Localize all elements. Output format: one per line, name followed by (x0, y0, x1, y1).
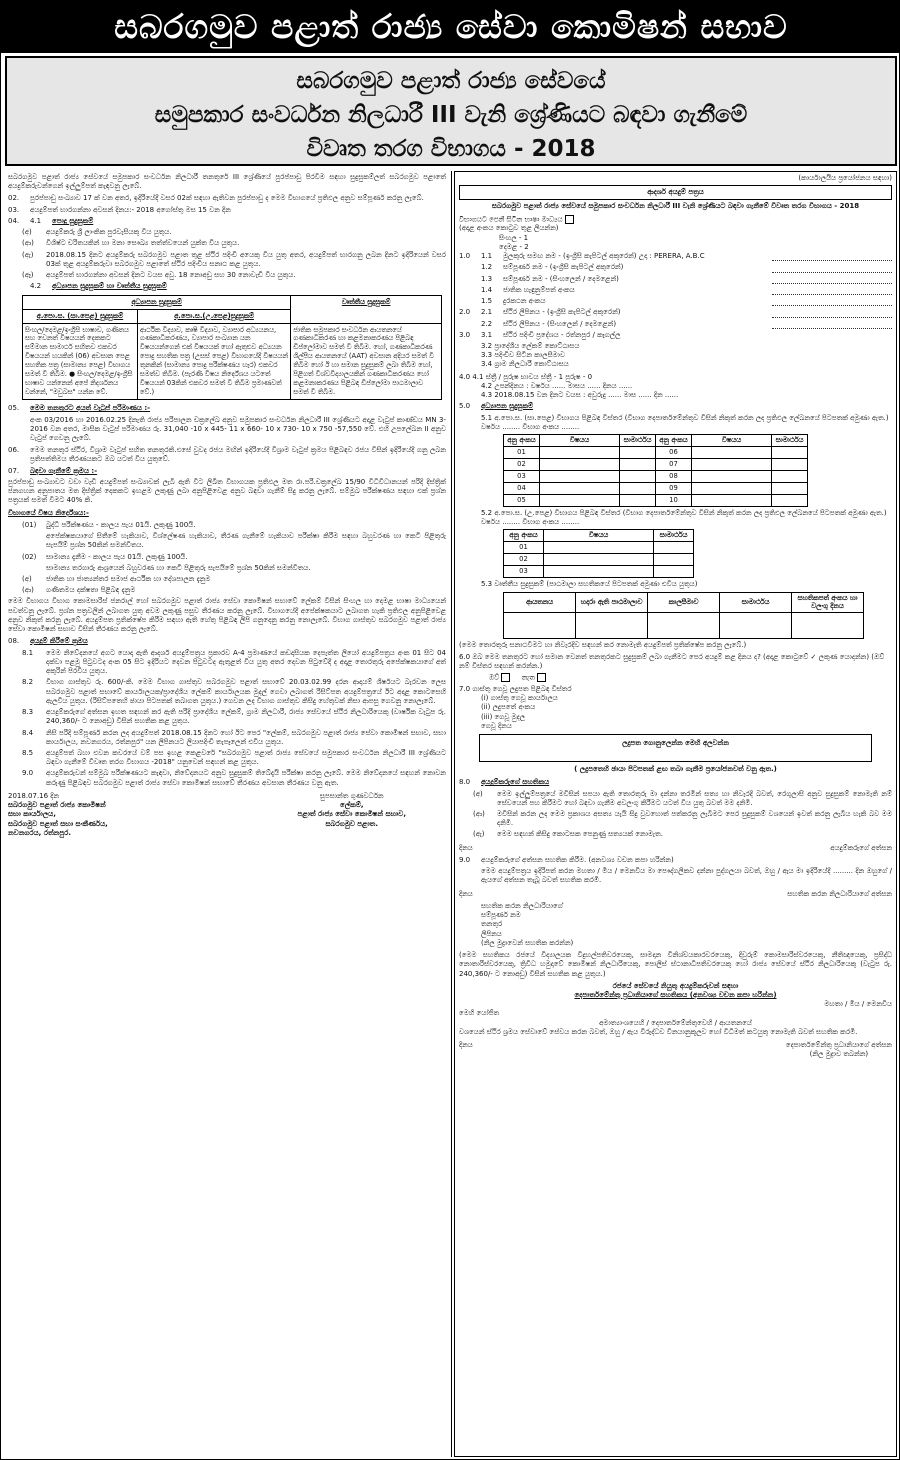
ol-row-number: 06 (656, 447, 692, 459)
section-02: 02. පුරප්පාඩු සංඛ්‍යාව 17 ක් වන අතර, ඉදිරියේදී වසර 02ක් සඳහා ඇතිවන පුරප්පාඩු ද මෙම විභාගයේ ප්‍රතිඵල අනුව සම්පූර්ණ කරනු ලැබේ. (8, 194, 424, 203)
ol-grade-cell[interactable] (772, 494, 808, 506)
form-field-label: ස්ථිර ලිපිනය - (සිංහලෙන් / දෙමළෙන්) (503, 319, 617, 328)
section-3-1: 3.0 3.1 ස්ථිර පදිංචි ප්‍රදේශය - රත්නපුර / කෑගල්ල (459, 330, 621, 339)
ol-header-cell: සාමාර්ථය (772, 435, 808, 447)
ol-row-number: 08 (656, 471, 692, 483)
application-method-item-label: 8.4 (22, 728, 34, 737)
ol-row (504, 483, 808, 495)
form-title: ආදර්ශ අයදුම් පත්‍රය (459, 185, 892, 200)
vocational-table (503, 592, 864, 640)
vocational-cell[interactable] (792, 613, 864, 639)
ol-subject-cell[interactable] (692, 483, 772, 495)
form-field (459, 286, 892, 295)
salary-paragraph: අංක 03/2016 හා 2016.02.25 දිනැති රාජ්‍ය පරිපාලන චක්‍රලේඛ අනුව සමුපකාර සංවර්ධන නිලධාරී III ශ්‍රේණියට අදාළ වැටුප් කාණ්ඩය MN 3-2016 වන අතර, මාසික වැටුප් පරිමාණය රු. 31,040 -10 x 445- 11 x 660- 10 x 730- 10 x 750 -57,550 වේ. එහි උපලේඛන II අනුව වැටුප් ගෙවනු ලැබේ. (30, 415, 446, 442)
qual-cell-al: ආර්ථික විද්‍යාව, කෘෂි විද්‍යාව, ව්‍යාපාර අධ්‍යයනය, ගණකාධිකරණය, ව්‍යාපාර සංඛ්‍යාන යන විෂයයන්ගෙන් එක් විෂයයක් හෝ ඇතුළුව අධ්‍යයන පොදු සහතික පත්‍ර (උසස් පෙළ) විභාගයේදී විෂයයන් තුනකින් (සාමාන්‍ය පොදු පරීක්ෂණය හැර) එකවර සමත්ව තිබීම. (පැරණි විෂය නිර්දේශය යටතේ විෂයයන් 03කින් එකවර සමත් වී තිබීම ප්‍රමාණවත් වේ.) (137, 323, 290, 400)
ol-subject-cell[interactable] (692, 447, 772, 459)
applicant-signature-row: දිනය අයදුම්කරුගේ අත්සන (459, 843, 892, 852)
general-qualification-item-text: විශිෂ්ට චරිතයකින් හා මනා සෞඛ්‍ය තත්ත්වයෙන් යුක්ත විය යුතුය. (46, 239, 240, 248)
declaration-item-label: (අ) (473, 789, 483, 798)
form-field-section (459, 320, 481, 329)
declaration-item-text: මෙම සඳහන් කිසිදු කොටසක පෙනුණු සත්‍යයක් නොමැත. (497, 830, 663, 839)
section-3-details: 3.2 ප්‍රාදේශීය ලේකම් කොට්ඨාසය 3.3 පදිංචිව සිටින කාලසීමාව 3.4 ග්‍රාම නිලධාරී කොට්ඨාසය (481, 342, 580, 369)
application-method-item-text: අයදුම්පත් බහා එවන කවරයේ වම් පස ඉහළ කෙළවරේ "සබරගමුව පළාත් රාජ්‍ය සේවයේ සමුපකාර සංවර්ධන නිලධාරී III ශ්‍රේණියට බඳවා ගැනීමේ විවෘත තරග විභාගය -2018" යනුවෙන් සඳහන් කළ යුතුය. (46, 749, 446, 767)
general-qualification-item-text: 2018.08.15 දිනට අයදුම්කරු සබරගමුව පළාත තුළ ස්ථිර පදිංචි අයෙකු විය යුතු අතර, අයදුම්පත් භාරගනු ලබන දිනට ඉදිරියෙන් වසර 03ක් තුළ අයදුම්කරුවා සබරගමුව පළාතේ ස්ථිර පදිංචිය සනාථ කළ යුතුය. (46, 250, 446, 268)
ol-subject-cell[interactable] (692, 494, 772, 506)
vocational-row (504, 613, 864, 639)
al-header-row (504, 530, 694, 542)
ol-grade-cell[interactable] (620, 483, 656, 495)
application-method-list (8, 649, 446, 788)
al-header-cell: විෂයය (544, 530, 654, 542)
general-qualification-item-label: (ආ) (22, 239, 34, 248)
al-grade-cell[interactable] (654, 566, 694, 578)
form-field-number: 1.4 (481, 285, 493, 294)
al-results-table (503, 529, 694, 578)
ol-details: 5.1 අ.පො.ස. (සා.පෙළ) විභාගය පිළිබඳ විස්තර (විභාග දෙපාර්තමේන්තුව විසින් නිකුත් කරන ලද ප්‍රතිඵල ලේඛනයේ පිටපතක් අමුණා ඇත.) වර්ෂය ........ විභාග අංකය ........ (481, 413, 889, 431)
ol-subject-cell[interactable] (540, 459, 620, 471)
personal-details-list (459, 252, 892, 329)
declaration-item-label: (ඇ) (473, 830, 485, 839)
declaration-list (459, 790, 892, 840)
application-method-item-text: නිසි පරිදි සම්පූර්ණ කරන ලද අයදුම්පත් 2018.08.15 දිනට හෝ ඊට පෙර "ලේකම්, සබරගමුව පළාත් රාජ්‍ය සේවා කොමිෂන් සභාව, සභා කාර්යාලය, නවනගරය, රත්නපුර" යන ලිපිනයට ලියාපදිංචි තැපෑලෙන් එවිය යුතුය. (46, 728, 446, 746)
application-method-item-label: 9.0 (22, 769, 34, 778)
form-field-section (459, 275, 481, 284)
general-qualification-item (22, 271, 446, 280)
exam-syllabus-item-text: ගණිතමය දක්ෂතා පිළිබඳ දැනුම (46, 586, 136, 595)
receipt-paste-box: ලදුපත ගොනුලෙන්න මෙහි අලවන්න (479, 734, 872, 762)
application-method-item (22, 708, 446, 726)
application-method-item-label: 8.1 (22, 648, 34, 657)
al-header-cell: සාමාර්ථය (654, 530, 694, 542)
exam-syllabus-item (22, 575, 446, 584)
intro-paragraph: සබරගමුව පළාත් රාජ්‍ය සේවයේ සමුපකාර සංවර්ධන නිලධාරී තනතුරේ III ශ්‍රේණියේ පුරප්පාඩු පිරවීම සඳහා සුදුසුකම්ලත් සබරගමුව පළාතේ අයදුම්කරුවන්ගෙන් ඉල්ලුම්පත් කැඳවනු ලැබේ. (8, 173, 446, 191)
exam-syllabus-item-label: (අ) (22, 575, 32, 584)
ol-subject-cell[interactable] (540, 483, 620, 495)
exam-syllabus-item-text: අපේක්ෂකයාගේ සිතීමේ හැකියාව, විශ්ලේෂණ හැකියාව, තීරණ ගැනීමේ හැකියාව පරීක්ෂා කිරීම සඳහා බහුවරණ හා කෙටි පිළිතුරු සැපයීම් ප්‍රශ්න 50කින් සමන්විතය. (46, 532, 446, 550)
form-field-number: 2.2 (481, 319, 493, 328)
employed-subheading: දෙපාර්තමේන්තු ප්‍රධානියාගේ සහතිකය (අනවශ්‍ය වචන කපා හරින්න) (574, 990, 777, 999)
section-9: 9.0 අයදුම්කරුගේ අත්සන සහතික කිරීම. (අනවශ්‍ය වචන කපා හරින්න) (459, 855, 674, 864)
form-field-label: මුලකුරු සමඟ නම - (ඉංග්‍රීසි කැපිටල් අකුරෙන්) උදා : PERERA, A.B.C (503, 252, 705, 261)
declaration-item (473, 830, 892, 839)
medium-box[interactable] (565, 215, 574, 224)
ol-grade-cell[interactable] (772, 447, 808, 459)
application-method-item-text: මෙම නිවේදනයේ අගට යොදා ඇති ආදර්ශ අයදුම්පත්‍රය ප්‍රකාරව A-4 ප්‍රමාණයේ කඩදාසියක දෙපැත්ත ලියෝ අයදුම්පත්‍රය අංක 01 සිට 04 දක්වා පළමු පිටුවටද අංක 05 සිට ඉදිරියට දෙවන පිටුවටද ඇතුළත් විය යුතු අතර දෙවන පිටුවේදී ද අදාළ තොරතුරු අපේක්ෂකයාගේ අත් අකුරින් පිරවිය යුතුය. (46, 648, 446, 676)
application-method-item (22, 678, 446, 706)
exam-syllabus-item-label: (02) (22, 552, 37, 561)
exam-syllabus-item (22, 564, 446, 573)
exam-title-line-2: සමුපකාර සංවර්ධන නිලධාරී III වැනි ශ්‍රේණියට බඳවා ගැනීමේ (154, 102, 748, 128)
general-qualification-item-label: (ඇ) (22, 250, 34, 259)
section-7: 7.0 ගාස්තු ගෙවූ ලදුපත පිළිබඳ විස්තර (i) ගාස්තු ගෙවූ කාර්යාලය (ii) ලදුපතේ අංකය (iii) ගෙවූ මුදල ගෙවූ දිනය (459, 684, 572, 730)
qual-header-al: අ.පො.ස.(උ.පෙළ)සුදුසුකම් (137, 309, 290, 323)
form-field-number: 1.5 (481, 297, 493, 306)
ol-results-table (503, 434, 808, 507)
general-qualification-item-text: අයදුම්පත් භාරගන්නා අවසන් දිනට වයස අවු. 18 නොඅඩු සහ 30 නොවැඩි විය යුතුය. (46, 271, 296, 280)
al-subject-cell[interactable] (544, 542, 654, 554)
section-05: 05. මෙම තනතුරට අයත් වැටුප් පරිමාණය :- (8, 404, 151, 413)
application-method-item (22, 769, 446, 787)
al-row (504, 566, 694, 578)
exam-syllabus-item-label (22, 532, 46, 550)
notice-signature-right: සුපසාන්ත ගුණවර්ධන ලේකම්, පළාත් රාජ්‍ය සේවා කොමිෂන් සභාව, සබරගමුව පළාත. (297, 791, 406, 828)
no-checkbox[interactable] (537, 673, 546, 682)
application-method-item-text: අයදුම්කරුගේ අත්සන ඉහත සඳහන් කර ඇති පරිදි ප්‍රාදේශීය ලේකම්, ග්‍රාම නිලධාරී, රාජ්‍ය සේවයේ ස්ථිර නිලධාරියෙකු (වාර්ෂික වැටුප රු. 240,360/- ට නොඅඩු) විසින් සහතික කළ යුතුය. (46, 708, 446, 726)
exam-syllabus-item-text: සාමාන්‍ය තරගාරු ආශ්‍රයෙන් බහුවරණ හා කෙටි පිළිතුරු සැපයීමේ ප්‍රශ්න 50කින් සමන්විතය. (46, 563, 311, 572)
certifier-note: (මෙම සහතිකය රජයේ විද්‍යාලයක විදුහල්පතිවරයෙකු, සාමදාන විනිශ්චයකාරවරයෙකු, දිවුරුම් කොමසාරිස්වරයෙකු, නීතිඥයෙකු, ප්‍රසිද්ධ නොතාරිස්වරයෙකු, ත්‍රිවිධ හමුදාවේ කොමිෂන් නිලධාරියෙකු, පොලිස් ස්ථානාධිපතිවරයෙකු හෝ රාජ්‍ය සේවයේ ස්ථිර නිලධාරියෙකු (වැටුප රු. 240,360/- ට නොඅඩු) විසින් සහතික කළ යුතුය.) (459, 951, 892, 978)
form-field-label: සම්පූර්ණ නම - (සිංහලෙන් / දෙමළෙන්) (503, 274, 619, 283)
form-field (459, 275, 892, 284)
section-6: 6.0 ඔබ මෙම තනතුරට හෝ සමාන වෙනත් තනතුරකට සුදුසුකම් ලබා ගැනීමට පෙර අයදුම් කළ දිනය ද? (අදාළ කොටුවේ ✓ ලකුණ යොදන්න) (ඔව් නම් විස්තර සඳහන් කරන්න.) (459, 652, 885, 670)
form-field (459, 297, 892, 306)
form-field-label: දුරකථන අංකය (503, 297, 546, 306)
form-field-number: 1.2 (481, 263, 493, 272)
qual-cell-ol: සිංහල/දෙමළ/ඉංග්‍රීසි භාෂාව, ගණිතය සහ වෙනත් විෂයයන් දෙකකට සම්මාන සාමාර්ථ සහිතව එකවර විෂයයන් හයකින් (06) අවසාන පෙළ සහතික පත්‍ර (සාමාන්‍ය පෙළ) විභාගය සමත් වී තිබීම. ● සිංහල/දෙමළ/ඉංග්‍රීසි භාෂාව යන්නෙන් අපේ නිදර්ශනය වන්නේ, "මවුබස" යන්න වේ. (23, 323, 138, 400)
application-method-item (22, 749, 446, 767)
ol-row-number: 07 (656, 459, 692, 471)
exam-syllabus-item-text: බුද්ධි පරීක්ෂණය - කාලය පැය 01යි. ලකුණු 100යි. (46, 520, 196, 529)
general-qualification-item (22, 239, 446, 248)
ol-row-number: 03 (504, 471, 540, 483)
certifier-fields: සහතික කරන නිලධාරියාගේ සම්පූර්ණ නම තනතුර ලිපිනය (නිල මුද්‍රාවෙන් සහතික කරන්න) (481, 901, 574, 947)
ol-header-cell: විෂයය (540, 435, 620, 447)
section-5: 5.0 අධ්‍යාපන සුදුසුකම් (459, 402, 534, 411)
vocational-cell[interactable] (504, 613, 576, 639)
form-field-label: සම්පූර්ණ නම - (ඉංග්‍රීසි කැපිටල් අකුරෙන්) (503, 263, 624, 272)
exam-title-line-1: සබරගමුව පළාත් රාජ්‍ය සේවයේ (296, 68, 606, 94)
receipt-note: ( ලදුපතෙහි ඡායා පිටපතක් ළඟ තබා ගැනීම ප්‍රයෝජනවත් වනු ඇත.) (574, 765, 777, 774)
exam-syllabus-item-text: ජාතික හා ජාත්‍යන්තර සමාජ ආර්ථික හා දේශපාලන දැනුම (46, 575, 211, 584)
ol-row-number: 10 (656, 494, 692, 506)
section-08: 08. අයදුම් කිරීමේ ක්‍රමය (8, 637, 88, 646)
ol-row-number: 04 (504, 483, 540, 495)
vocational-header-cell: සහතිකපත් අංකය හා වලංගු දිනය (792, 592, 864, 613)
application-method-item (22, 729, 446, 747)
al-row-number: 03 (504, 566, 544, 578)
application-form-column (454, 171, 897, 1457)
exam-syllabus-item (22, 586, 446, 595)
al-grade-cell[interactable] (654, 542, 694, 554)
exam-syllabus-item-label: (01) (22, 520, 37, 529)
exam-note: මෙම විභාගය විභාග කොමසාරිස් ජනරාල් හෝ සබරගමුව පළාත් රාජ්‍ය සේවා කොමිෂන් සභාවේ ලේකම් විසින් සිංහල හා දෙමළ භාෂා මාධ්‍යයෙන් පවත්වනු ලැබේ. ප්‍රශ්න පත්‍රවලින් ලබාගත යුතු අවම ලකුණු පසුව තීරණය කරනු ලැබේ. විභාගයේදී අපේක්ෂකයාට ලබාගත හැකි ප්‍රතිඵල අනුපිළිවෙළ අනුව නිකුත් කරනු ලැබේ. අයදුම්පත ප්‍රතික්ෂේප කිරීම සඳහා ඇති හේතු පිළිබඳ ලිපි ගනුදෙනු කරනු නොලැබේ. විභාග ගාස්තුව සබරගමුව පළාත් රාජ්‍ය සේවා කොමිෂන් සභාව විසින් තීරණය කරනු ලැබේ. (8, 597, 446, 634)
form-field-label: ජාතික හැඳුනුම්පත් අංකය (503, 285, 575, 294)
ol-row (504, 494, 808, 506)
general-qualification-item (22, 228, 446, 237)
ol-subject-cell[interactable] (540, 471, 620, 483)
al-grade-cell[interactable] (654, 554, 694, 566)
exam-title-banner (5, 56, 897, 166)
application-method-item-label: 8.3 (22, 708, 34, 717)
ol-row-number: 05 (504, 494, 540, 506)
al-row (504, 554, 694, 566)
form-field-input[interactable] (772, 308, 892, 317)
yes-checkbox[interactable] (501, 673, 510, 682)
exam-syllabus-item (22, 553, 446, 562)
employed-heading: රජයේ සේවයේ නියුතු අයදුම්කරුවන් සඳහා (612, 981, 739, 990)
general-qualification-item-label: (ඈ) (22, 271, 34, 280)
form-field-section (459, 286, 481, 295)
al-row (504, 542, 694, 554)
section-06: 06. මෙම තනතුර ස්ථිර, විශ්‍රාම වැටුප් සහිත තනතුරකි.එසේ වුවද රජය මඟින් ඉදිරියේදී විශ්‍රාම වැටුප් ක්‍රමය පිළිබඳව රජය විසින් ඉදිරියේදී ගනු ලබන ප්‍රතිපත්තිමය තීරණයකට ඔබ යටත් විය යුතුවේ. (8, 446, 446, 464)
form-field-section (459, 297, 481, 306)
declaration-item-label: (ආ) (473, 810, 485, 818)
vocational-header-row (504, 592, 864, 613)
section-07: 07. බඳවා ගැනීමේ ක්‍රමය :- (8, 466, 98, 475)
form-subtitle: සබරගමුව පළාත් රාජ්‍ය සේවයේ සමුපකාර සංවර්ධන නිලධාරී III වැනි ශ්‍රේණියට බඳවා ගැනීමේ විවෘත තරග විභාගය - 2018 (491, 202, 860, 211)
application-method-item-text: අයදුම්කරුවන් සම්මුඛ පරීක්ෂණයට කැඳවා, නිවේදනයට අනුව සුදුසුකම් තිබේදැයි පරීක්ෂා කරනු ලැබේ. මෙම නිවේදනයේ සඳහන් නොවන කරුණු පිළිබඳව සබරගමුව පළාත් රාජ්‍ය සේවා කොමිෂන් සභාවේ තීරණය අවසාන තීරණය වනු ඇත. (46, 769, 446, 787)
form-field-section: 2.0 (459, 308, 471, 317)
declaration-item-text: මෙම ඉල්ලුම්පත්‍රයේ මවිසින් සපයා ඇති තොරතුරු මා දන්නා තරමින් සත්‍ය හා නිවැරදි බවත්, රෙගුලාසි අනුව සුදුසුකම් නොමැති නම් සේවයෙන් පහ කිරීමට හෝ බඳවා ගැනීම අවලංගු කිරීමට යටත් විය යුතු බවත් මම දනිමි. (497, 789, 892, 807)
form-field-number: 2.1 (481, 308, 493, 317)
vocational-cell[interactable] (648, 613, 720, 639)
office-use-label: (කාර්යාලයීය ප්‍රයෝජනය සඳහා) (798, 174, 892, 182)
general-qualifications-list (8, 228, 446, 280)
general-qualification-item-text: අයදුම්කරු ශ්‍රී ලාංකික පුරවැසියකු විය යුතුය. (46, 228, 172, 237)
exam-syllabus-item (22, 521, 446, 530)
ol-grade-cell[interactable] (772, 483, 808, 495)
notice-column (5, 171, 449, 1457)
commission-banner: සබරගමුව පළාත් රාජ්‍ය සේවා කොමිෂන් සභාව (1, 1, 900, 53)
al-subject-cell[interactable] (544, 566, 654, 578)
ol-row (504, 447, 808, 459)
exam-syllabus-list (8, 521, 446, 596)
certifier-signature-row: දිනය සහතික කරන නිලධාරියාගේ අත්සන (459, 889, 892, 898)
exam-title-line-3: විවෘත තරග විභාගය - 2018 (306, 136, 596, 162)
vocational-header-cell: හදාරා ඇති පාඨමාලාව (576, 592, 648, 613)
form-field-number: 1.1 (481, 252, 493, 261)
form-field (459, 320, 892, 329)
section-03: 03. අයදුම්පත් භාරගන්නා අවසන් දිනය:- 2018 අගෝස්තු මස 15 වන දින (8, 205, 231, 214)
ol-grade-cell[interactable] (620, 459, 656, 471)
ol-subject-cell[interactable] (692, 459, 772, 471)
application-method-item-label: 8.2 (22, 678, 34, 687)
ol-row-number: 09 (656, 483, 692, 495)
employed-lines: මහතා / මිය / මෙනවිය මෙහි යෝජිත අමාත්‍යාංශයෙහි / දෙපාර්තමේන්තුවෙහි / ආයතනයේ වශයෙන් ස්ථිර ශ්‍රමය සේවාවේ සේවය කරන බවත්, ඔහු / ඇය විරුද්ධව විනයානුකූලව හෝ විධිමත් කටයුතු නොමැති බවත් සහතික කරමි. (459, 1000, 892, 1036)
notice-signature (8, 792, 446, 838)
qualifications-table (22, 295, 442, 401)
declaration-item-text: මවිසින් කරන ලද මෙම ප්‍රකාශය අසත්‍ය යැයි සිදු වුවහොත් පත්කරනු ලැබීමට පෙර සුදුසුකම් වශයෙන් ඉවත් කරනු ලැබිය හැකි බව මම දනිමි. (497, 810, 892, 828)
form-field-number: 1.3 (481, 274, 493, 283)
form-field-input[interactable] (772, 297, 892, 306)
vocational-header-cell: කාලසීමාව (648, 592, 720, 613)
qual-header-professional: වෘත්තීය සුදුසුකම් (291, 295, 442, 323)
form-field (459, 252, 892, 261)
exam-syllabus-item-label (22, 564, 46, 573)
al-subject-cell[interactable] (544, 554, 654, 566)
exam-syllabus-item-label: (ආ) (22, 586, 34, 595)
ol-header-cell: විෂයය (692, 435, 772, 447)
form-field-section (459, 263, 481, 272)
ol-subject-cell[interactable] (692, 471, 772, 483)
ol-row (504, 459, 808, 471)
section-04: 04. 4.1 පොදු සුදුසුකම් (8, 216, 94, 225)
ol-grade-cell[interactable] (772, 471, 808, 483)
form-field-input[interactable] (772, 286, 892, 295)
head-signature-row: දිනය දෙපාර්තමේන්තු ප්‍රධානියාගේ අත්සන (නිල මුද්‍රාව තබන්න) (459, 1041, 892, 1059)
ol-grade-cell[interactable] (620, 494, 656, 506)
vocational-header-cell: ආයතනය (504, 592, 576, 613)
form-field-input[interactable] (772, 275, 892, 284)
medium-block: විභාගයට පෙනී සිටින භාෂා මාධ්‍යය (අදාළ අංකය කොටුව තුළ ලියන්න) සිංහල - 1 දෙමළ - 2 (459, 215, 892, 252)
ol-grade-cell[interactable] (620, 447, 656, 459)
ol-header-cell: සාමාර්ථය (620, 435, 656, 447)
form-field-label: ස්ථිර ලිපිනය - (ඉංග්‍රීසි කැපිටල් අකුරෙන්) (503, 308, 621, 317)
ol-row-number: 01 (504, 447, 540, 459)
vocational-note: (මෙම තොරතුරු සනාථවීමට හා නිවැරදිව සඳහන් කර නොමැති අයදුම්පත් ප්‍රතික්ෂේප කරනු ලැබේ.) (459, 641, 747, 650)
ol-subject-cell[interactable] (540, 494, 620, 506)
ol-row-number: 02 (504, 459, 540, 471)
declaration-item (473, 810, 892, 828)
section-8: 8.0 අයදුම්කරුගේ සහතිකය (459, 778, 550, 787)
ol-grade-cell[interactable] (620, 471, 656, 483)
yes-no-boxes: ඔව් නැත (489, 673, 892, 683)
al-header-cell: අනු අංකය (504, 530, 544, 542)
form-field (459, 308, 892, 317)
application-method-item (22, 649, 446, 677)
ol-header-cell: අනු අංකය (656, 435, 692, 447)
column-divider (451, 171, 452, 1457)
general-qualification-item (22, 251, 446, 269)
section-4: 4.0 4.1 ස්ත්‍රී / පුරුෂ භාවය ස්ත්‍රී - 1 පුරුෂ - 0 4.2 උපන්දිනය : වර්ෂය ...... මාසය ...... දිනය ...... 4.3 2018.08.15 වන දිනට වයස : අවුරුදු ...... මාස ...... දින ...... (459, 372, 679, 400)
ol-header-row (504, 435, 808, 447)
ol-subject-cell[interactable] (540, 447, 620, 459)
declaration-item (473, 790, 892, 808)
notice-signature-left: 2018.07.16 දින සබරගමුව පළාත් රාජ්‍ය කොමිෂන් සභා කාර්යාලය, සබරගමුව පළාත් සභා සංකීර්ණය, නවනගරය, රත්නපුර. (8, 791, 108, 837)
form-field (459, 263, 892, 272)
section-4-2: 4.2 අධ්‍යාපන සුදුසුකම් හා වෘත්තීය සුදුසුකම් (30, 282, 167, 291)
application-method-item-label: 8.5 (22, 749, 34, 757)
ol-header-cell: අනු අංකය (504, 435, 540, 447)
ol-row (504, 471, 808, 483)
vocational-cell[interactable] (720, 613, 792, 639)
exam-syllabus-heading: විභාගයේ විෂය නිර්දේශය:- (8, 508, 89, 517)
qual-header-education: අධ්‍යාපන සුදුසුකම් (23, 295, 291, 309)
vocational-header-cell: සාමාර්ථය (720, 592, 792, 613)
vocational-cell[interactable] (576, 613, 648, 639)
form-field-input[interactable] (772, 320, 892, 329)
exam-syllabus-item-text: සාමාන්‍ය දැනීම - කාලය පැය 01යි. ලකුණු 100යි. (46, 552, 188, 561)
general-qualification-item-label: (අ) (22, 228, 32, 237)
form-field-input[interactable] (772, 252, 892, 261)
qual-header-ol: අ.පො.ස. (සා.පෙළ) සුදුසුකම් (23, 309, 138, 323)
al-row-number: 02 (504, 554, 544, 566)
qual-cell-professional: ජාතික සමුපකාර සංවර්ධන ආයතනයේ ගණකාධිකරණ හා කළමනාකරණය පිළිබඳ ඩිප්ලෝමාව සමත් වී තිබීම. හෝ, ගණකාධිකරණ ශිල්පීය ආයතනයේ (AAT) අවසාන අදියර සමත් වී තිබීම හෝ ඊ හා සමාන සුදුසුකම් ලබා තිබීම හෝ, පිළිගත් විශ්වවිද්‍යාලයකින් ගණකාධිකරණය හෝ කළමනාකරණය පිළිබඳ ඩිප්ලෝමා පාඨමාලාව සමත් වී තිබීම. (291, 323, 442, 400)
certification-text: මෙම අයදුම්පත්‍රය ඉදිරිපත් කරන මහතා / මිය / මෙනවිය මා පෞද්ගලිකව දන්නා පුද්ගලයා බවත්, ඔහු / ඇය මා ඉදිරියේදී ......... දින ඔහුගේ / ඇයගේ අත්සන තැබූ බවත් සහතික කරමි. (481, 867, 892, 885)
vocational-details: 5.3 වෘත්තීය සුදුසුකම් (පාඨමාලා සහතිකයේ පිටපතක් අමුණා එවිය යුතුය) (481, 580, 698, 589)
al-details: 5.2 අ.පො.ස. (උ.පෙළ) විභාගය පිළිබඳ විස්තර (විභාග දෙපාර්තමේන්තුව විසින් නිකුත් කරන ලද ප්‍රතිඵල ලේඛනයේ පිටපතක් අමුණා ඇත.) වර්ෂය ........ විභාග අංකය ........ (481, 508, 887, 527)
ol-grade-cell[interactable] (772, 459, 808, 471)
al-row-number: 01 (504, 542, 544, 554)
form-field-input[interactable] (772, 263, 892, 272)
form-field-section: 1.0 (459, 252, 471, 261)
application-method-item-text: විභාග ගාස්තුව රු. 600/-කි. මෙම විභාග ගාස්තුව සබරගමුව පළාත් සභාවේ 20.03.02.99 දරන ආදායම් ශීර්ෂයට බැරවන ලෙස සබරගමුව පළාත් සභාවේ කාර්යාලයක/ප්‍රාදේශීය ලේකම් කාර්යාලයක මුදල් ගෙවා ලබාගත් රිසිට්පත අයදුම්පත්‍රයේ ඊට අදාළ කොටසෙහි ඇලවිය යුතුය. (රිසිට්පතෙහි ඡායා පිටපතක් තබාගත යුතුය.) ගෙවන ලද විභාග ගාස්තුව කිසිදු හේතුවක් නිසා ආපසු ගෙවනු නොලැබේ. (46, 678, 446, 705)
recruitment-paragraph: පුරප්පාඩු සංඛ්‍යාවට වඩා වැඩි අයදුම්පත් සංඛ්‍යාවක් ලැබී ඇති විට ලිඛිත විභාගයක ප්‍රතිඵල මත රා.පරි.චක්‍රලේඛ 15/90 විධිවිධානයන් පරිදි දිස්ත්‍රික් ජනගහන අනුපාතය මත දිස්ත්‍රික් දෙකකට ඉහළම ලකුණු ලබා අනුපිළිවෙළ අනුව බඳවා ගැනීම් සිදු කරනු ලැබේ. සම්මුඛ පරීක්ෂණය සඳහා එක් ප්‍රශ්න පත්‍රයක් සමත් වීමට 40% කි. (8, 477, 446, 505)
exam-syllabus-item (22, 532, 446, 550)
